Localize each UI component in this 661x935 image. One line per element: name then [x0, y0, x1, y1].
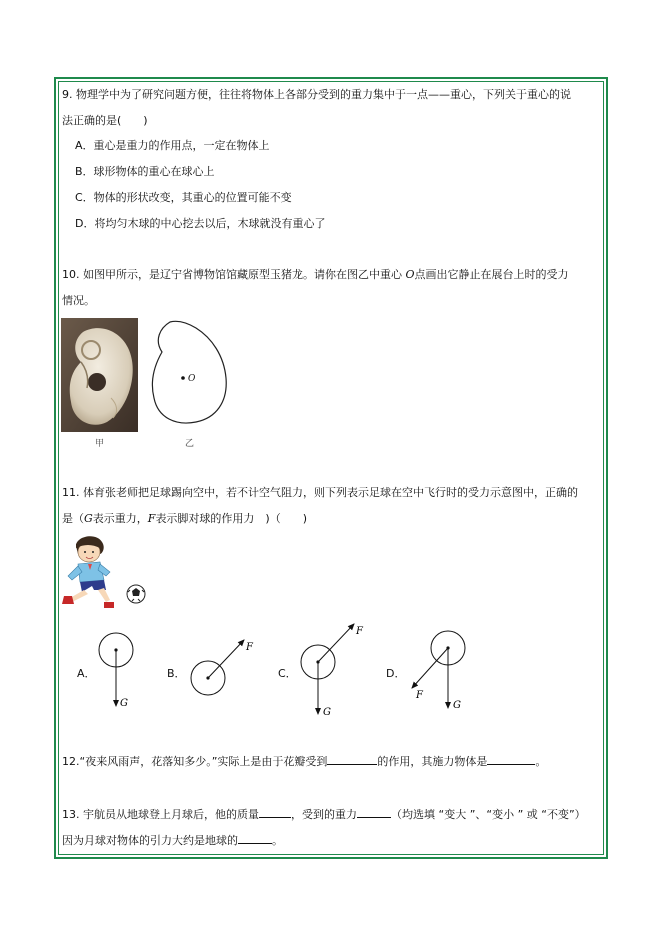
option-b-label: B．: [167, 667, 186, 680]
q13-blank-ratio[interactable]: [238, 832, 272, 844]
option-b-diagram: [191, 640, 254, 695]
jade-pig-dragon-photo: [61, 318, 138, 432]
q11-stem-line2: 是（G表示重力，F表示脚对球的作用力 )（ ): [62, 512, 308, 525]
option-c-diagram: [301, 624, 364, 718]
q12-blank-1[interactable]: [327, 753, 377, 765]
q12-blank-2[interactable]: [487, 753, 535, 765]
svg-text:F: F: [356, 626, 363, 637]
svg-text:G: G: [323, 707, 331, 718]
svg-text:G: G: [453, 700, 461, 711]
q9-stem-line2: 法正确的是( ): [62, 114, 148, 127]
q10-stem-line2: 情况。: [62, 294, 95, 307]
figure-caption-yi: 乙: [185, 439, 195, 449]
q12-stem: 12.“夜来风雨声，花落知多少。”实际上是由于花瓣受到 的作用，其施力物体是 。: [62, 755, 547, 768]
option-d-label: D．: [386, 667, 406, 680]
svg-text:G: G: [120, 698, 128, 709]
q9-option-d: D．将均匀木球的中心挖去以后，木球就没有重心了: [75, 217, 326, 230]
point-o-label: O: [188, 374, 196, 384]
q10-var-o: O: [405, 268, 415, 281]
svg-text:F: F: [416, 690, 423, 701]
jade-outline-shape: [152, 321, 226, 423]
option-d-diagram: [412, 631, 465, 711]
option-c-label: C．: [278, 667, 297, 680]
q9-option-b: B．球形物体的重心在球心上: [75, 165, 215, 178]
q9-stem-line1: 9. 物理学中为了研究问题方便，往往将物体上各部分受到的重力集中于一点——重心，下列关于重心的说: [62, 88, 571, 101]
q9-option-c: C．物体的形状改变，其重心的位置可能不变: [75, 191, 292, 204]
option-a-diagram: [99, 633, 133, 709]
q9-option-a: A．重心是重力的作用点，一定在物体上: [75, 139, 270, 152]
center-of-gravity-point: [181, 376, 185, 380]
option-a-label: A．: [77, 667, 96, 680]
q11-stem-line1: 11. 体育张老师把足球踢向空中，若不计空气阻力，则下列表示足球在空中飞行时的受力示意图中，正确的: [62, 486, 578, 499]
boy-kicking-ball-illustration: [60, 532, 152, 614]
q13-blank-gravity[interactable]: [357, 806, 391, 818]
q13-stem-line2: 因为月球对物体的引力大约是地球的 。: [62, 834, 283, 847]
figure-caption-jia: 甲: [95, 439, 105, 449]
svg-text:F: F: [246, 642, 253, 653]
q13-stem-line1: 13. 宇航员从地球登上月球后，他的质量 ，受到的重力 （均选填 “变大 ”、“变小 ” 或 “不变”）: [62, 808, 586, 821]
jade-outline-figure: [150, 318, 232, 428]
q13-blank-mass[interactable]: [259, 806, 291, 818]
q10-stem-line1: 10. 如图甲所示，是辽宁省博物馆馆藏原型玉猪龙。请你在图乙中重心 O点画出它静止在展台上时的受力: [62, 268, 569, 281]
